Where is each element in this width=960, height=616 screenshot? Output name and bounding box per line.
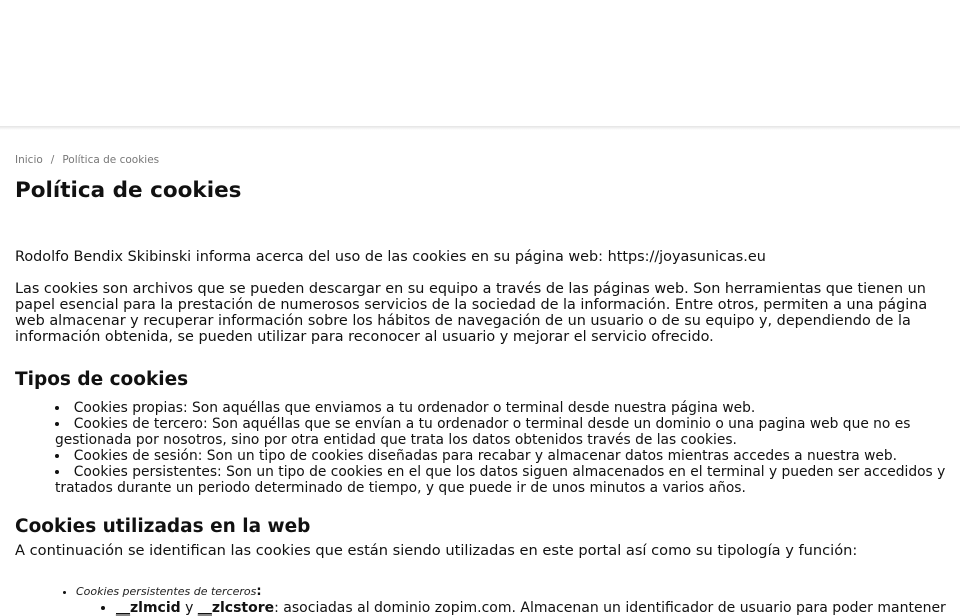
header-shadow — [0, 126, 960, 130]
list-item: • Cookies de tercero: Son aquéllas que se envían a tu ordenador o terminal desde un dominio o una pagina web que no es gestionada por nosotros, sino por otra entidad que trata los datos obtenidos través de las cookies. — [34, 416, 950, 448]
list-item: • Cookies de sesión: Son un tipo de cookies diseñadas para recabar y almacenar datos mientras accedes a nuestra web. — [34, 448, 950, 464]
cookie-entries-list — [76, 600, 950, 616]
list-item: • Cookies propias: Son aquéllas que enviamos a tu ordenador o terminal desde nuestra página web. — [34, 400, 950, 416]
breadcrumb-separator: / — [50, 154, 55, 166]
cookie-name-prefix: __ — [197, 600, 212, 616]
types-heading: Tipos de cookies — [15, 369, 189, 390]
cookie-entry — [116, 600, 950, 616]
cookie-name: zlcstore — [211, 600, 275, 616]
used-cookies-list — [15, 584, 950, 616]
list-item — [76, 584, 950, 616]
page-content — [15, 150, 950, 616]
cookie-name-prefix: __ — [116, 600, 130, 616]
used-cookies-intro: A continuación se identifican las cookies que están siendo utilizadas en este portal así como su tipología y función: — [15, 542, 858, 559]
cookie-group-colon: : — [256, 584, 262, 599]
site-header — [0, 0, 960, 126]
cookie-entry-description: : asociadas al dominio zopim.com. Almacenan un identificador de usuario para poder mantener — [274, 600, 946, 616]
page-title: Política de cookies — [15, 178, 242, 203]
cookie-name: zlmcid — [130, 600, 181, 616]
breadcrumb-home-link[interactable]: Inicio — [15, 154, 43, 166]
intro-paragraph: Rodolfo Bendix Skibinski informa acerca del uso de las cookies en su página web: https://joyasunicas.eu — [15, 249, 766, 265]
cookie-types-list — [15, 400, 950, 496]
cookie-group-label: Cookies persistentes de terceros — [76, 585, 257, 598]
list-item: • Cookies persistentes: Son un tipo de cookies en el que los datos siguen almacenados en el terminal y pueden ser accedidos y tratados durante un periodo determinado de tiempo, y que puede ir de unos minutos a varios años. — [34, 464, 950, 496]
breadcrumb-current: Política de cookies — [62, 154, 160, 166]
breadcrumb — [15, 150, 950, 170]
cookie-name-joiner: y — [180, 600, 198, 616]
cookies-description-paragraph: Las cookies son archivos que se pueden descargar en su equipo a través de las páginas web. Son herramientas que tienen un papel esencial para la prestación de numerosos servicios de la sociedad de la información. Entre otros, permiten a una página web almacenar y recuperar información sobre los hábitos de navegación de un usuario o de su equipo y, dependiendo de la información obtenida, se pueden utilizar para reconocer al usuario y mejorar el servicio ofrecido. — [15, 281, 928, 345]
used-cookies-heading: Cookies utilizadas en la web — [15, 516, 311, 537]
